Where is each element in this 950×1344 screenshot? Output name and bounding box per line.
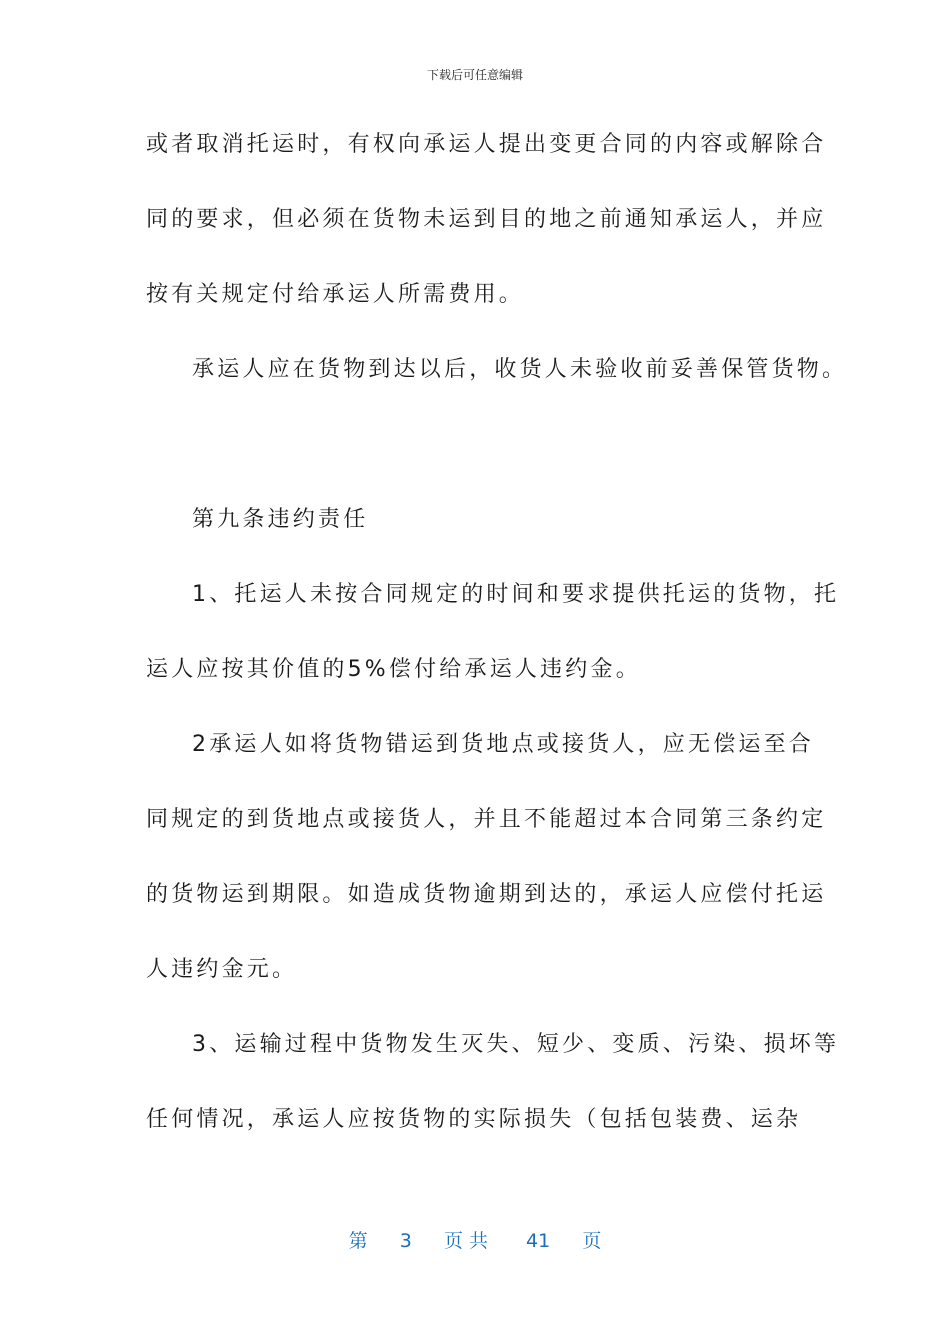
total-pages-number: 41 (526, 1230, 551, 1252)
body-line: 或者取消托运时，有权向承运人提出变更合同的内容或解除合 (146, 132, 827, 157)
body-line: 运人应按其价值的5%偿付给承运人违约金。 (146, 657, 641, 682)
section-heading: 第九条违约责任 (192, 507, 369, 532)
current-page-number: 3 (399, 1230, 412, 1252)
page-header: 下载后可任意编辑 (426, 68, 523, 82)
page-footer (0, 1226, 950, 1253)
footer-middle: 页共 (443, 1230, 494, 1252)
body-line: 同规定的到货地点或接货人，并且不能超过本合同第三条约定 (146, 807, 827, 832)
body-line: 人违约金元。 (146, 957, 298, 982)
body-line: 按有关规定付给承运人所需费用。 (146, 282, 525, 307)
body-line: 任何情况，承运人应按货物的实际损失（包括包装费、运杂 (146, 1107, 802, 1132)
body-line: 3、运输过程中货物发生灭失、短少、变质、污染、损坏等 (192, 1032, 840, 1057)
body-line: 承运人应在货物到达以后，收货人未验收前妥善保管货物。 (192, 357, 848, 382)
footer-prefix: 第 (348, 1230, 368, 1252)
body-line: 同的要求，但必须在货物未运到目的地之前通知承运人，并应 (146, 207, 827, 232)
body-line: 的货物运到期限。如造成货物逾期到达的，承运人应偿付托运 (146, 882, 827, 907)
body-line: 1、托运人未按合同规定的时间和要求提供托运的货物，托 (192, 582, 840, 607)
footer-suffix: 页 (582, 1230, 602, 1252)
body-line: 2承运人如将货物错运到货地点或接货人，应无偿运至合 (192, 732, 814, 757)
